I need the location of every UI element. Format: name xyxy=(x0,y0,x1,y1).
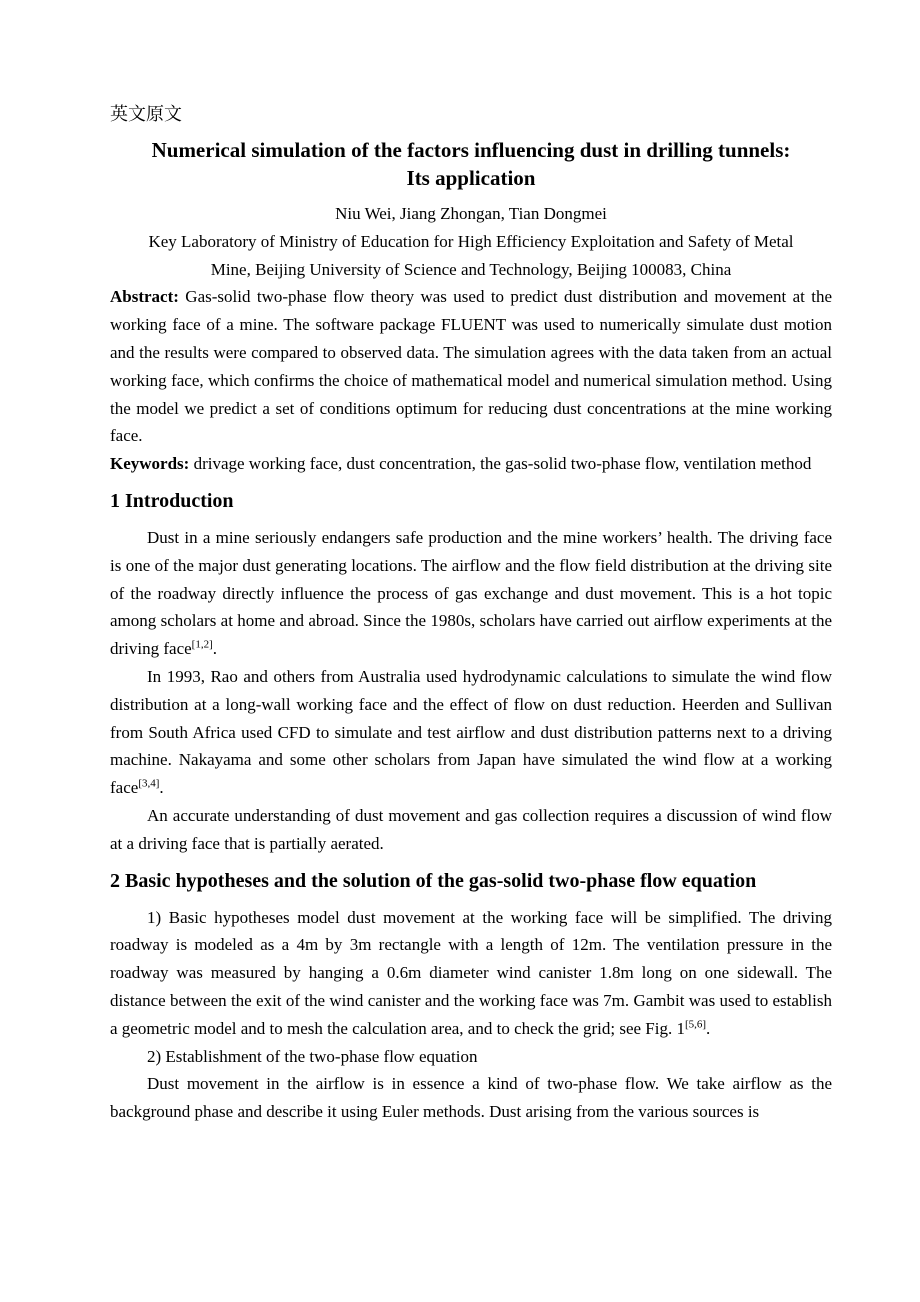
title-line-1: Numerical simulation of the factors influencing dust in drilling tunnels: xyxy=(151,138,791,162)
intro-p1-text: Dust in a mine seriously endangers safe production and the mine workers’ health. The driving face is one of the major dust generating locations. The airflow and the flow field distribution at the driving site of the roadway directly influence the process of gas exchange and dust movement. This is a hot topic among scholars at home and abroad. Since the 1980s, scholars have carried out airflow experiments at the driving face xyxy=(110,527,832,659)
affiliation-line-1: Key Laboratory of Ministry of Education for High Efficiency Exploitation and Safety of Metal xyxy=(148,231,794,251)
keywords-label: Keywords: xyxy=(110,454,190,474)
section2-paragraph-1 xyxy=(110,904,832,1043)
affiliation-line-2: Mine, Beijing University of Science and Technology, Beijing 100083, China xyxy=(210,259,732,279)
abstract-text: Gas-solid two-phase flow theory was used to predict dust distribution and movement at the working face of a mine. The software package FLUENT was used to numerically simulate dust motion and the results were compared to observed data. The simulation agrees with the data taken from an actual working face, which confirms the choice of mathematical model and numerical simulation method. Using the model we predict a set of conditions optimum for reducing dust concentrations at the mine working face. xyxy=(110,287,832,446)
keywords-text: drivage working face, dust concentration, the gas-solid two-phase flow, ventilation method xyxy=(189,454,812,474)
abstract xyxy=(110,283,832,450)
intro-paragraph-1 xyxy=(110,524,832,663)
chinese-header: 英文原文 xyxy=(110,104,182,125)
abstract-label: Abstract: xyxy=(110,287,179,307)
section-2-heading: 2 Basic hypotheses and the solution of the gas-solid two-phase flow equation xyxy=(110,869,757,892)
intro-p2-end: . xyxy=(159,778,164,798)
document-page xyxy=(110,100,832,1126)
paper-title xyxy=(110,136,832,192)
title-line-2: Its application xyxy=(406,166,536,190)
citation-ref: [3,4] xyxy=(138,777,160,790)
section2-paragraph-3: Dust movement in the airflow is in essence a kind of two-phase flow. We take airflow as the background phase and describe it using Euler methods. Dust arising from the various sources is xyxy=(110,1074,832,1122)
section2-paragraph-2: 2) Establishment of the two-phase flow equation xyxy=(147,1046,478,1066)
citation-ref: [5,6] xyxy=(684,1018,707,1031)
s2-p1-end: . xyxy=(706,1018,711,1038)
s2-p1-text: 1) Basic hypotheses model dust movement at the working face will be simplified. The driving roadway is modeled as a 4m by 3m rectangle with a length of 12m. The ventilation pressure in the roadway was measured by hanging a 0.6m diameter wind canister 1.8m long on one sidewall. The distance between the exit of the wind canister and the working face was 7m. Gambit was used to establish a geometric model and to mesh the calculation area, and to check the grid; see Fig. 1 xyxy=(110,907,832,1038)
intro-p1-end: . xyxy=(212,639,217,659)
intro-paragraph-3: An accurate understanding of dust movement and gas collection requires a discussion of wind flow at a driving face that is partially aerated. xyxy=(110,805,832,853)
keywords xyxy=(110,450,832,478)
intro-p2-text: In 1993, Rao and others from Australia used hydrodynamic calculations to simulate the wind flow distribution at a long-wall working face and the effect of flow on dust reduction. Heerden and Sullivan from South Africa used CFD to simulate and test airflow and dust distribution patterns next to a driving machine. Nakayama and some other scholars from Japan have simulated the wind flow at a working face xyxy=(110,666,832,798)
citation-ref: [1,2] xyxy=(191,638,213,651)
section-1-heading: 1 Introduction xyxy=(110,489,234,512)
authors: Niu Wei, Jiang Zhongan, Tian Dongmei xyxy=(335,204,607,223)
intro-paragraph-2 xyxy=(110,663,832,802)
